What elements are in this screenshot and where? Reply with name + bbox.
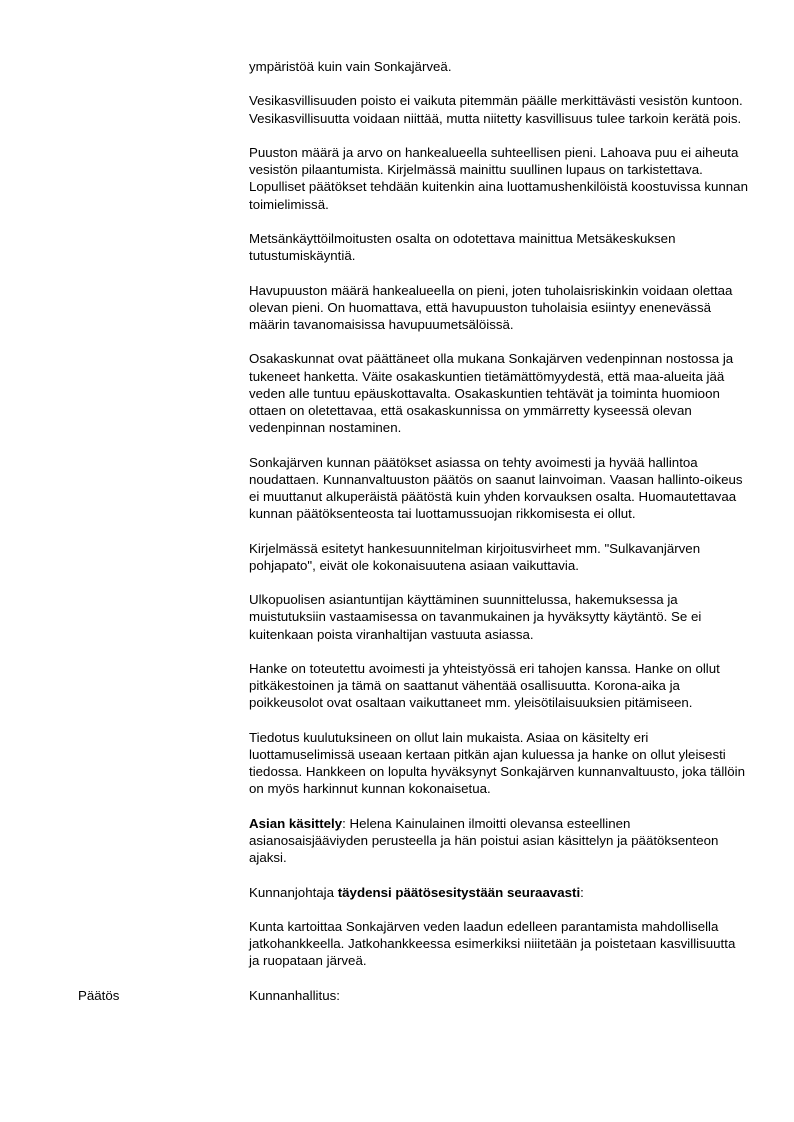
paragraph-2: Vesikasvillisuuden poisto ei vaikuta pitemmän päälle merkittävästi vesistön kuntoon. Vesikasvillisuutta voidaan niittää, mutta niitetty kasvillisuus tulee tarkoin kerätä pois. [249,93,743,126]
asian-kasittely-paragraph [249,815,749,867]
paragraph-7: Sonkajärven kunnan päätökset asiassa on tehty avoimesti ja hyvää hallintoa noudattaen. Kunnanvaltuuston päätös on saanut lainvoiman. Vaasan hallinto-oikeus ei muuttanut alkuperäistä päätöstä kuin yhden korvauksen osalta. Huomautettavaa kunnan päätöksenteosta tai luottamussuojan rikkomisesta ei ollut. [249,454,743,522]
kunnanjohtaja-paragraph [249,884,749,901]
paragraph-4: Metsänkäyttöilmoitusten osalta on odotettava mainittua Metsäkeskuksen tutustumiskäyntiä. [249,230,676,264]
document-body [249,58,749,1021]
paragraph-10: Hanke on toteutettu avoimesti ja yhteistyössä eri tahojen kanssa. Hanke on ollut pitkäkestoinen ja tämä on saattanut vähentää osallisuutta. Korona-aika ja poikkeusolot ovat osaltaan vaikuttaneet mm. yleisötilaisuuksien pitämiseen. [249,660,720,711]
paragraph-5: Havupuuston määrä hankealueella on pieni, joten tuholaisriskinkin voidaan olettaa olevan pieni. On huomattava, että havupuuston tuholaisia esiintyy enenevässä määrin tavanomaisissa havupuumetsälöissä. [249,282,733,332]
paragraph-9: Ulkopuolisen asiantuntijan käyttäminen suunnittelussa, hakemuksessa ja muistutuksiin vastaamisessa on tavanmukainen ja hyväksytty käytäntö. Se ei kuitenkaan poista viranhaltijan vastuuta asiassa. [249,592,702,642]
paragraph-11: Tiedotus kuulutuksineen on ollut lain mukaista. Asiaa on käsitelty eri luottamuselimissä useaan kertaan pitkän ajan kuluessa ja hanke on ollut yleisesti tiedossa. Hankkeen on lopulta hyväksynyt Sonkajärven kunnanvaltuusto, joka tällöin on myös harkinnut kunnan kokonaisetua. [249,729,745,797]
asian-kasittely-text: : Helena Kainulainen ilmoitti olevansa esteellinen asianosaisjääviyden perusteella ja hän poistui asian käsittelyn ja päätöksenteon ajaksi. [249,815,719,866]
kunnanjohtaja-bold: täydensi päätösesitystään seuraavasti [337,884,581,900]
paragraph-1: ympäristöä kuin vain Sonkajärveä. [249,59,452,74]
asian-kasittely-label: Asian käsittely [249,815,343,831]
decision-label: Päätös [78,987,120,1003]
kunnanjohtaja-prefix: Kunnanjohtaja [249,884,338,900]
kunnanjohtaja-suffix: : [580,884,584,900]
decision-text: Kunnanhallitus: [249,987,340,1003]
paragraph-6: Osakaskunnat ovat päättäneet olla mukana Sonkajärven vedenpinnan nostossa ja tukeneet hanketta. Väite osakaskuntien tietämättömyydestä, että maa-alueita jää veden alle tuntuu epäuskottavalta. Osakaskuntien tehtävät ja toiminta huomioon ottaen on oletettavaa, että osakaskunnissa on ymmärretty kyseessä olevan vedenpinnan nostaminen. [249,351,734,436]
final-paragraph: Kunta kartoittaa Sonkajärven veden laadun edelleen parantamista mahdollisella jatkohankkeella. Jatkohankkeessa esimerkiksi niiitetään ja poistetaan kasvillisuutta ja ruopataan järveä. [249,918,736,969]
paragraph-8: Kirjelmässä esitetyt hankesuunnitelman kirjoitusvirheet mm. "Sulkavanjärven pohjapato", eivät ole kokonaisuutena asiaan vaikuttavia. [249,540,701,573]
paragraph-3: Puuston määrä ja arvo on hankealueella suhteellisen pieni. Lahoava puu ei aiheuta vesistön pilaantumista. Kirjelmässä mainittu suullinen lupaus on tarkistettava. Lopulliset päätökset tehdään kuitenkin aina luottamushenkilöistä koostuvissa kunnan toimielimissä. [249,144,748,212]
